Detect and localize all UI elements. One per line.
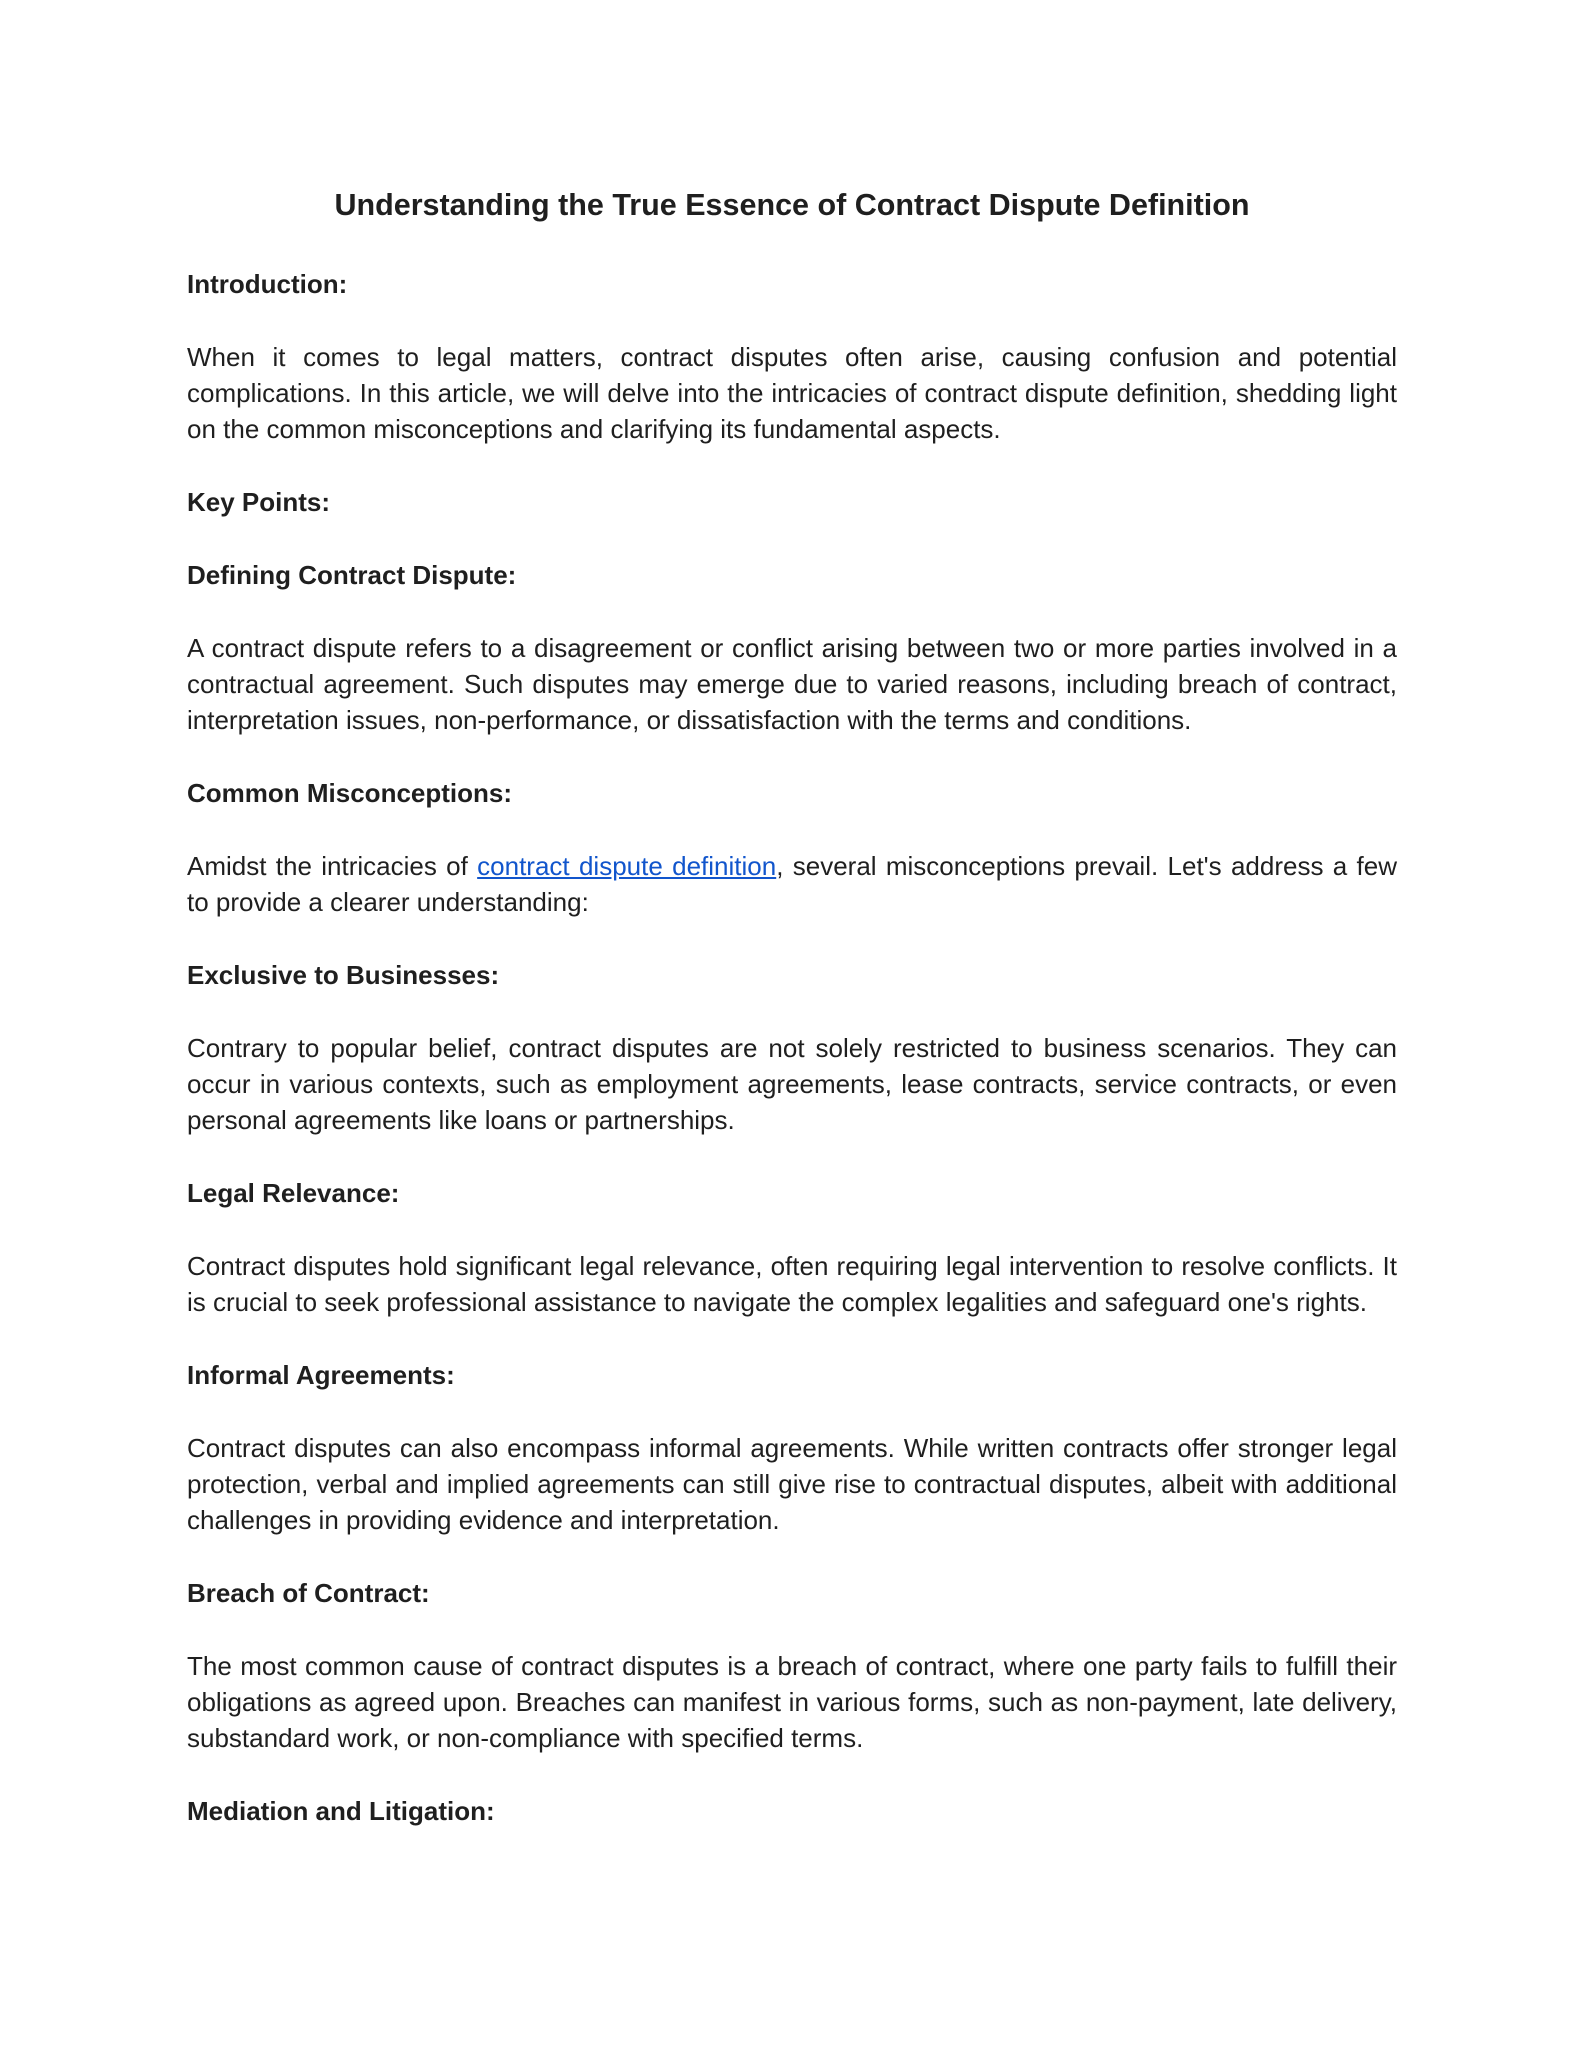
section-body-breach-of-contract: The most common cause of contract disputes is a breach of contract, where one party fails to fulfill their obligations as agreed upon. Breaches can manifest in various forms, such as non-payment, late delivery, substandard work, or non-compliance with specified terms. [187, 1651, 1397, 1753]
section-heading-exclusive-to-businesses: Exclusive to Businesses: [187, 960, 500, 990]
section-heading-mediation-and-litigation: Mediation and Litigation: [187, 1796, 495, 1826]
section-heading-informal-agreements: Informal Agreements: [187, 1360, 455, 1390]
misconceptions-text-before-link: Amidst the intricacies of [187, 851, 478, 881]
section-body-common-misconceptions [187, 848, 1397, 920]
section-heading-defining-contract-dispute: Defining Contract Dispute: [187, 560, 517, 590]
contract-dispute-definition-link[interactable]: contract dispute definition [477, 851, 777, 881]
section-body-legal-relevance: Contract disputes hold significant legal relevance, often requiring legal intervention to resolve conflicts. It is crucial to seek professional assistance to navigate the complex legalities and safeguard one's rights. [187, 1251, 1397, 1317]
section-body-exclusive-to-businesses: Contrary to popular belief, contract disputes are not solely restricted to business scenarios. They can occur in various contexts, such as employment agreements, lease contracts, service contracts, or even personal agreements like loans or partnerships. [187, 1033, 1397, 1135]
section-body-introduction: When it comes to legal matters, contract disputes often arise, causing confusion and potential complications. In this article, we will delve into the intricacies of contract dispute definition, shedding light on the common misconceptions and clarifying its fundamental aspects. [187, 342, 1397, 444]
section-heading-common-misconceptions: Common Misconceptions: [187, 778, 513, 808]
section-body-defining-contract-dispute: A contract dispute refers to a disagreement or conflict arising between two or more parties involved in a contractual agreement. Such disputes may emerge due to varied reasons, including breach of contract, interpretation issues, non-performance, or dissatisfaction with the terms and conditions. [187, 633, 1397, 735]
section-heading-introduction: Introduction: [187, 269, 348, 299]
section-body-informal-agreements: Contract disputes can also encompass informal agreements. While written contracts offer stronger legal protection, verbal and implied agreements can still give rise to contractual disputes, albeit with additional challenges in providing evidence and interpretation. [187, 1433, 1397, 1535]
document-body [187, 182, 1397, 1829]
misconceptions-text-after-link: , several misconceptions prevail. Let's address a few to provide a clearer understanding: [187, 851, 1397, 917]
section-heading-key-points: Key Points: [187, 487, 331, 517]
section-heading-legal-relevance: Legal Relevance: [187, 1178, 400, 1208]
section-heading-breach-of-contract: Breach of Contract: [187, 1578, 430, 1608]
document-title: Understanding the True Essence of Contract Dispute Definition [334, 188, 1250, 222]
